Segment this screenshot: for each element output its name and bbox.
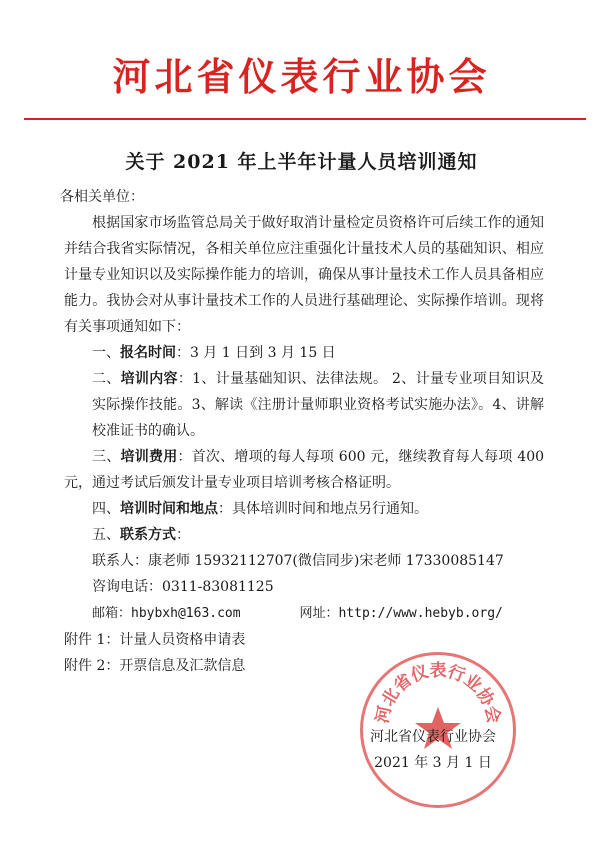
attachment-1: 附件 1：计量人员资格申请表 [64, 632, 246, 648]
document-body [60, 184, 545, 679]
header-red-rule [24, 118, 586, 120]
section-number: 四、 [92, 501, 120, 517]
section-number: 二、 [92, 371, 121, 387]
section-text: ：具体培训时间和地点另行通知。 [218, 501, 428, 517]
section-2 [64, 366, 544, 444]
section-3 [64, 444, 544, 496]
section-number: 三、 [92, 449, 121, 465]
contact-persons: 联系人：康老师 15932112707(微信同步)宋老师 17330085147 [92, 553, 504, 569]
contact-email-website [64, 600, 544, 627]
section-title: 报名时间 [120, 345, 176, 361]
section-title: 培训费用 [120, 449, 178, 465]
salutation: 各相关单位： [60, 189, 144, 205]
contact-email: 邮箱：hbybxh@163.com [92, 606, 241, 621]
org-header-title: 河北省仪表行业协会 [112, 54, 491, 99]
section-title: 培训时间和地点 [120, 501, 218, 517]
section-1 [64, 340, 544, 366]
section-text: ： [176, 527, 190, 543]
attachment-2: 附件 2：开票信息及汇款信息 [64, 658, 246, 674]
section-5 [64, 522, 544, 548]
contact-website: 网址：http://www.hebyb.org/ [299, 606, 503, 621]
section-title: 联系方式 [120, 527, 176, 543]
document-title: 关于 2021 年上半年计量人员培训通知 [125, 151, 478, 173]
section-number: 一、 [92, 345, 120, 361]
contact-phone: 咨询电话：0311-83081125 [92, 579, 274, 595]
section-4 [64, 496, 544, 522]
section-text: ：1、计量基础知识、法律法规。 2、计量专业项目知识及实际操作技能。3、解读《注册计量师职业资格考试实施办法》。4、讲解校准证书的确认。 [92, 371, 545, 439]
seal-arc-text: 河北省仪表行业协会 [372, 660, 504, 726]
signature-date: 2021 年 3 月 1 日 [374, 755, 492, 771]
signature-block [370, 724, 496, 776]
signature-org: 河北省仪表行业协会 [370, 729, 496, 745]
intro-paragraph: 根据国家市场监管总局关于做好取消计量检定员资格许可后续工作的通知并结合我省实际情况，各相关单位应注重强化计量技术人员的基础知识、相应计量专业知识以及实际操作能力的培训，确保从事计量技术工作人员具备相应能力。我协会对从事计量技术工作的人员进行基础理论、实际操作培训。现将有关事项通知如下： [64, 215, 544, 335]
section-text: ：首次、增项的每人每项 600 元，继续教育每人每项 400 元，通过考试后颁发计量专业项目培训考核合格证明。 [64, 449, 545, 491]
section-text: ：3 月 1 日到 3 月 15 日 [176, 345, 336, 361]
section-title: 培训内容 [120, 371, 178, 387]
section-number: 五、 [92, 527, 120, 543]
